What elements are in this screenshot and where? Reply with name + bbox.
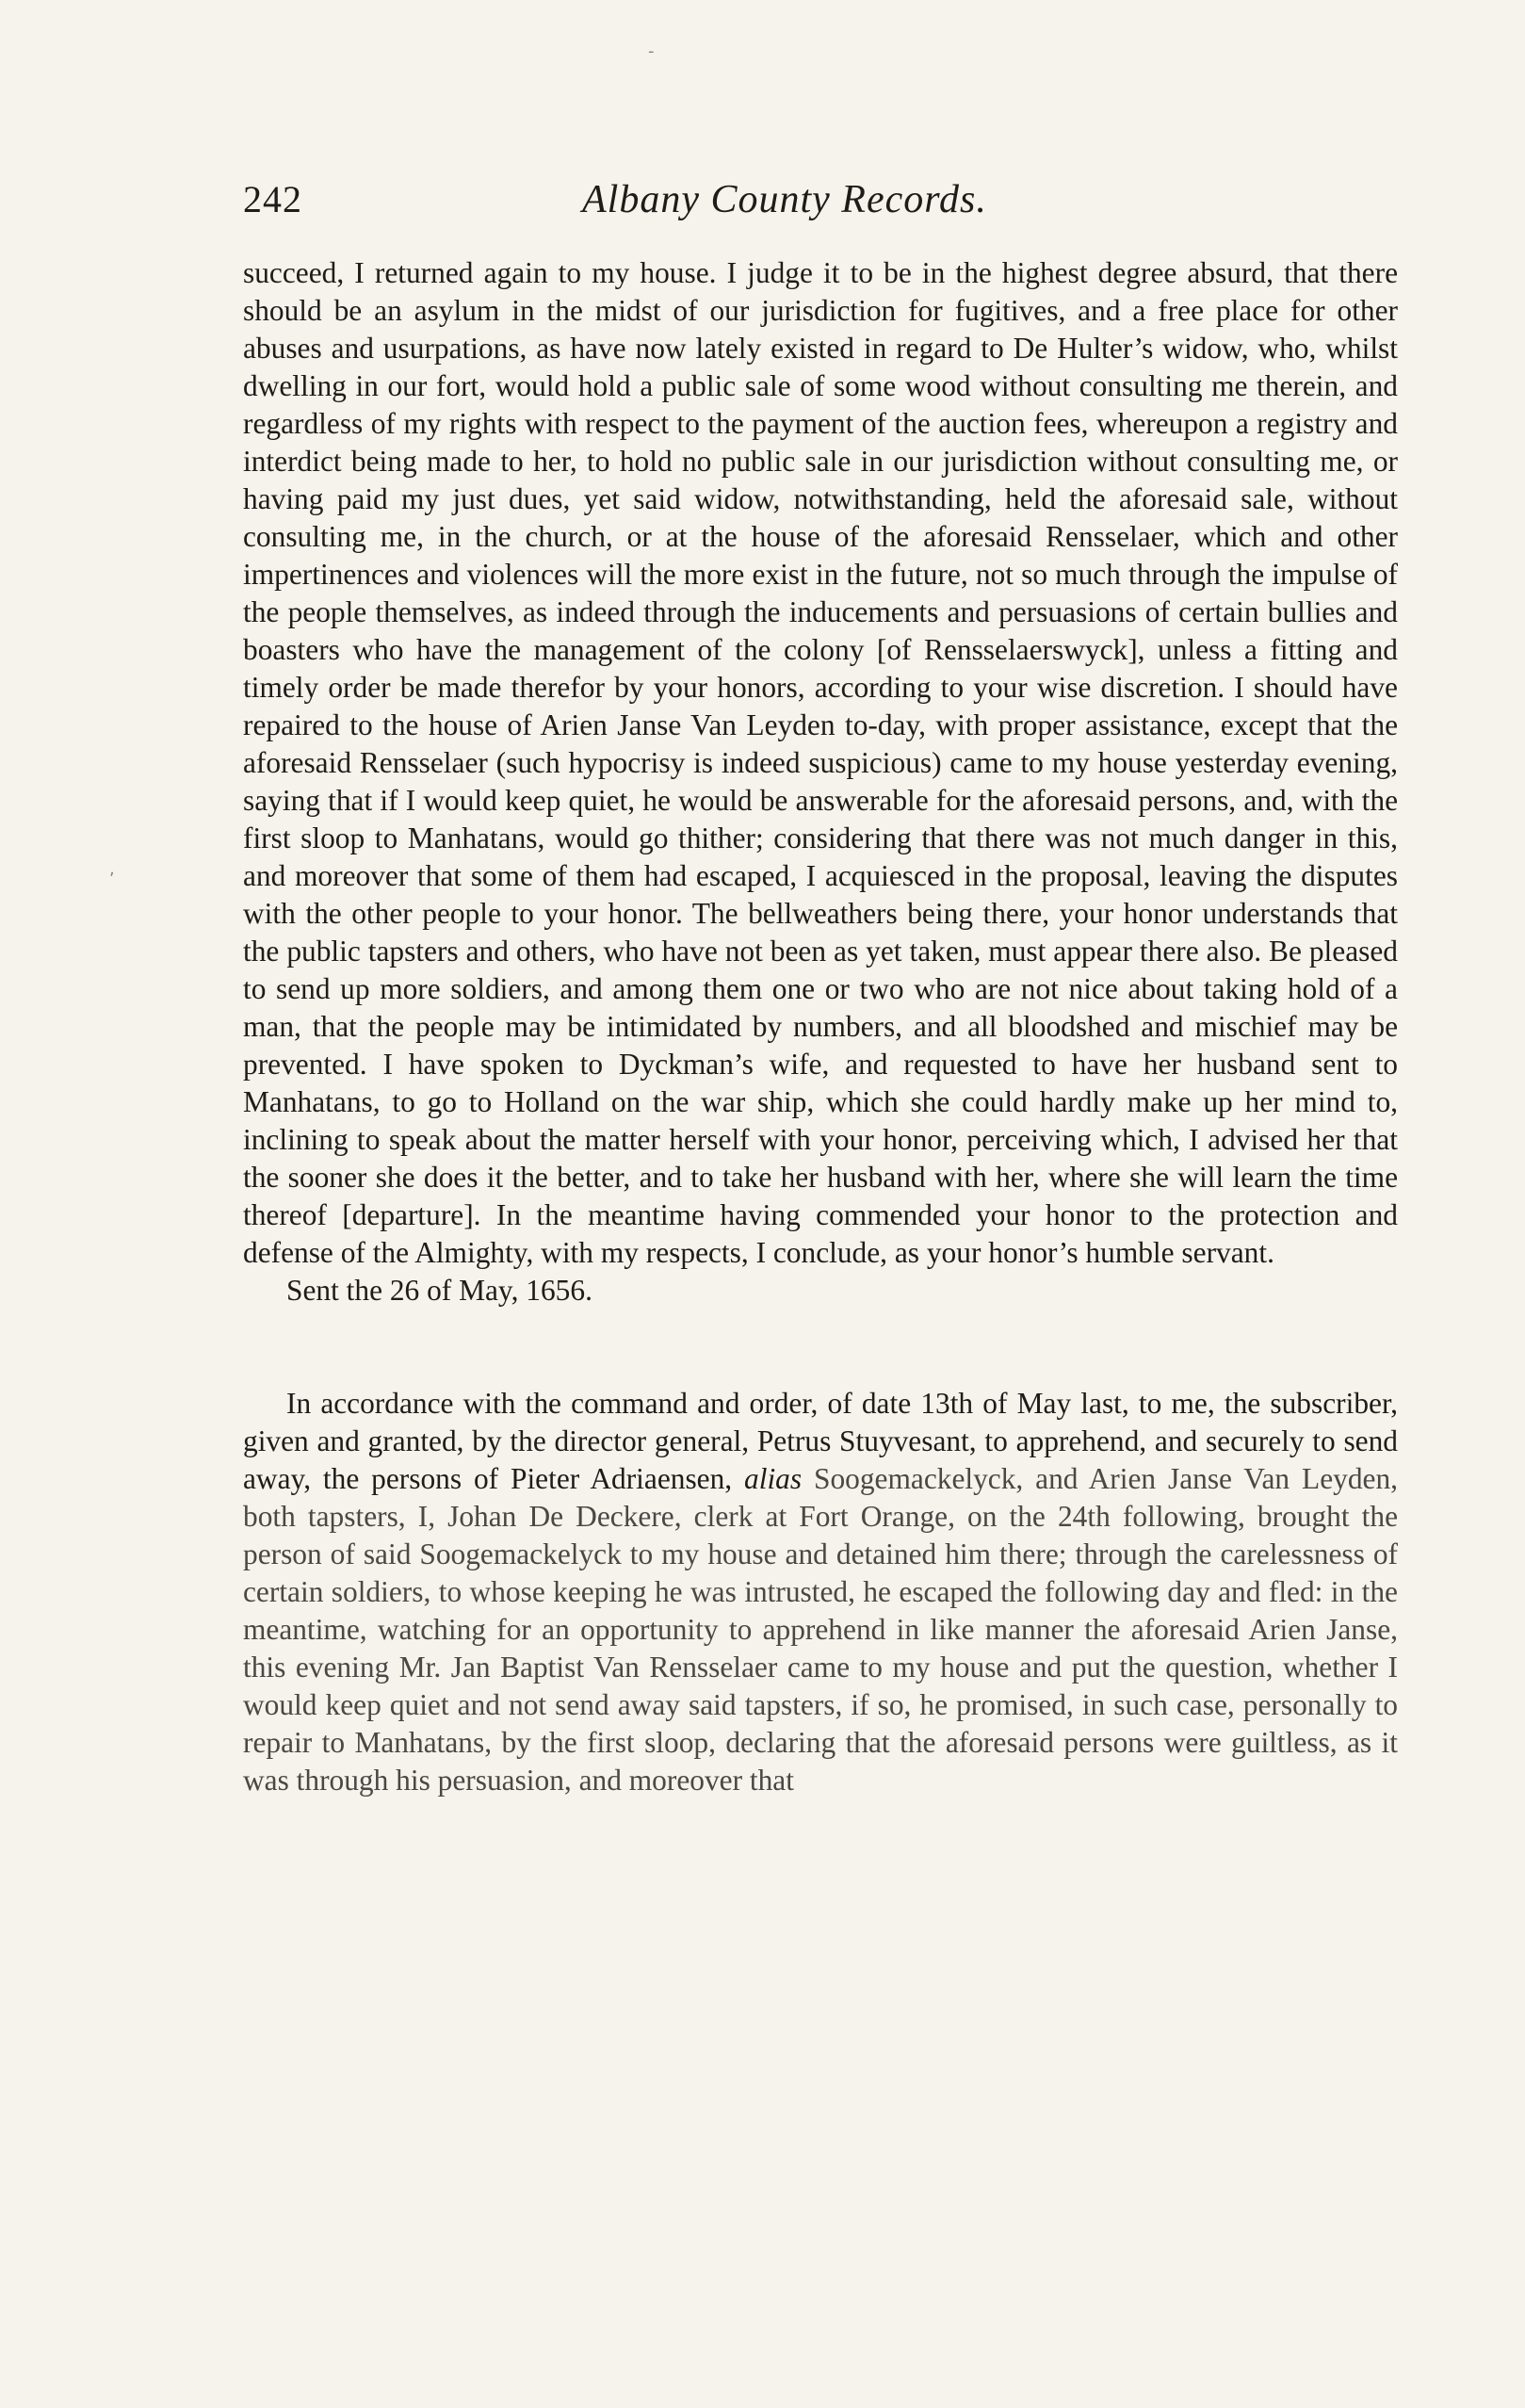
page-header [243,177,1398,234]
letter-signoff: Sent the 26 of May, 1656. [286,1274,592,1307]
paragraph-declaration [243,1385,1398,1799]
paragraph-declaration-part-1: In accordance with the command and order, of date 13th of May last, to me, the subscriber, given and granted, by the director general, Petrus Stuyvesant, to apprehend, and securely to send away, the persons of Pieter Adriaensen, [243,1387,1398,1495]
paragraph-declaration-part-2: Soogemackelyck, and Arien Janse Van Leyden, both tapsters, I, Johan De Deckere, clerk at Fort Orange, on the 24th following, brought the person of said Soogemackelyck to my house and detained him there; through the carelessness of certain soldiers, to whose keeping he was intrusted, he escaped the following day and fled: in the meantime, watching for an opportunity to apprehend in like manner the aforesaid Arien Janse, this evening Mr. Jan Baptist Van Rensselaer came to my house and put the question, whether I would keep quiet and not send away said tapsters, if so, he promised, in such case, personally to repair to Manhatans, by the first sloop, declaring that the aforesaid persons were guiltless, as it was through his persuasion, and moreover that [243,1462,1398,1797]
body-text [243,254,1398,1799]
stray-mark-top: - [648,41,655,61]
page-number: 242 [243,178,302,220]
italic-alias: alias [744,1462,803,1495]
stray-mark-margin: , [109,859,115,879]
paragraph-letter: succeed, I returned again to my house. I judge it to be in the highest degree absurd, that there should be an asylum in the midst of our jurisdiction for fugitives, and a free place for other abuses and usurpations, as have now lately existed in regard to De Hulter’s widow, who, whilst dwelling in our fort, would hold a public sale of some wood without consulting me therein, and regardless of my rights with respect to the payment of the auction fees, whereupon a registry and interdict being made to her, to hold no public sale in our jurisdiction without consulting me, or having paid my just dues, yet said widow, notwithstanding, held the aforesaid sale, without consulting me, in the church, or at the house of the aforesaid Rensselaer, which and other impertinences and violences will the more exist in the future, not so much through the impulse of the people themselves, as indeed through the inducements and persuasions of certain bullies and boasters who have the management of the colony [of Rensselaerswyck], unless a fitting and timely order be made therefor by your honors, according to your wise discretion. I should have repaired to the house of Arien Janse Van Leyden to-day, with proper assistance, except that the aforesaid Rensselaer (such hypocrisy is indeed suspicious) came to my house yesterday evening, saying that if I would keep quiet, he would be answerable for the aforesaid persons, and, with the first sloop to Manhatans, would go thither; considering that there was not much danger in this, and moreover that some of them had escaped, I acquiesced in the proposal, leaving the disputes with the other people to your honor. The bellweathers being there, your honor understands that the public tapsters and others, who have not been as yet taken, must appear there also. Be pleased to send up more soldiers, and among them one or two who are not nice about taking hold of a man, that the people may be intimidated by numbers, and all bloodshed and mischief may be prevented. I have spoken to Dyckman’s wife, and requested to have her husband sent to Manhatans, to go to Holland on the war ship, which she could hardly make up her mind to, inclining to speak about the matter herself with your honor, perceiving which, I advised her that the sooner she does it the better, and to take her husband with her, where she will learn the time thereof [departure]. In the meantime having commended your honor to the protection and defense of the Almighty, with my respects, I conclude, as your honor’s humble servant. [243,256,1398,1269]
running-head: Albany County Records. [582,178,987,221]
